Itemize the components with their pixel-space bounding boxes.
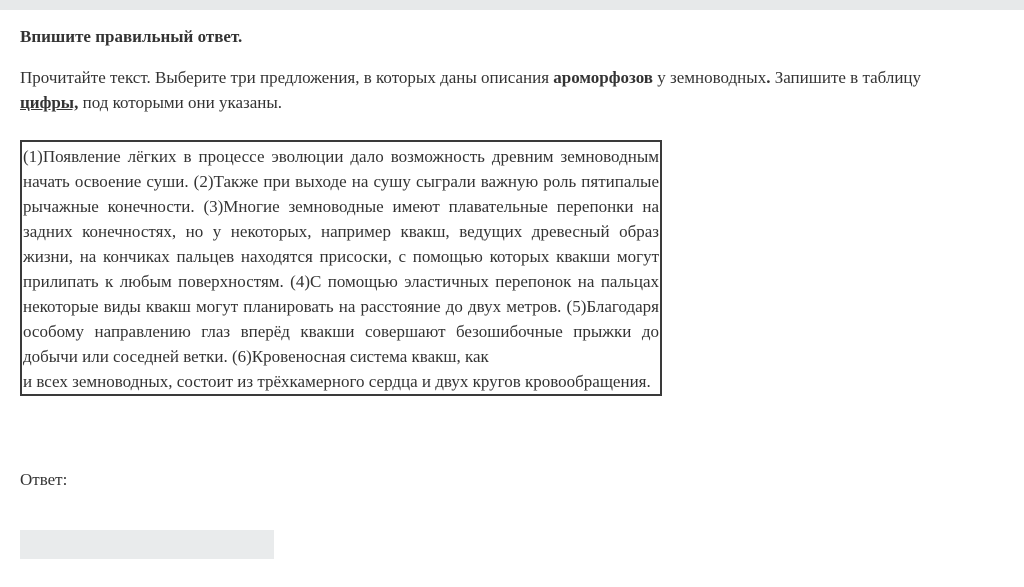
prompt-part2: у земноводных xyxy=(653,68,767,87)
prompt-bold-dot: . xyxy=(766,68,771,87)
top-bar xyxy=(0,0,1024,10)
source-text-main: (1)Появление лёгких в процессе эволюции дало возможность древним земноводным начать освоение суши. (2)Также при выходе на сушу сыграли важную роль пятипалые рычажные конечности. (3)Многие земноводные имеют плавательные перепонки на задних конечностях, но у некоторых, например квакш, ведущих древесный образ жизни, на кончиках пальцев находятся присоски, с помощью которых квакши могут прилипать к любым поверхностям. (4)С помощью эластичных перепонок на пальцах некоторые виды квакш могут планировать на расстояние до двух метров. (5)Благодаря особому направлению глаз вперёд квакши совершают безошибочные прыжки до добычи или соседней ветки. (6)Кровеносная система квакш, как xyxy=(23,147,659,366)
prompt-underlined: цифры, xyxy=(20,93,79,112)
prompt-part4: под которыми они указаны. xyxy=(78,93,283,112)
task-prompt xyxy=(20,65,1004,115)
source-text-tail: и всех земноводных, состоит из трёхкамерного сердца и двух кругов кровообращения. xyxy=(23,372,651,391)
prompt-bold-term: ароморфозов xyxy=(553,68,653,87)
prompt-part1: Прочитайте текст. Выберите три предложения, в которых даны описания xyxy=(20,68,554,87)
answer-input[interactable] xyxy=(20,530,274,559)
prompt-part3: Запишите в таблицу xyxy=(770,68,922,87)
answer-label: Ответ: xyxy=(20,470,68,489)
source-text-box xyxy=(20,140,662,396)
task-instruction: Впишите правильный ответ. xyxy=(20,27,243,46)
